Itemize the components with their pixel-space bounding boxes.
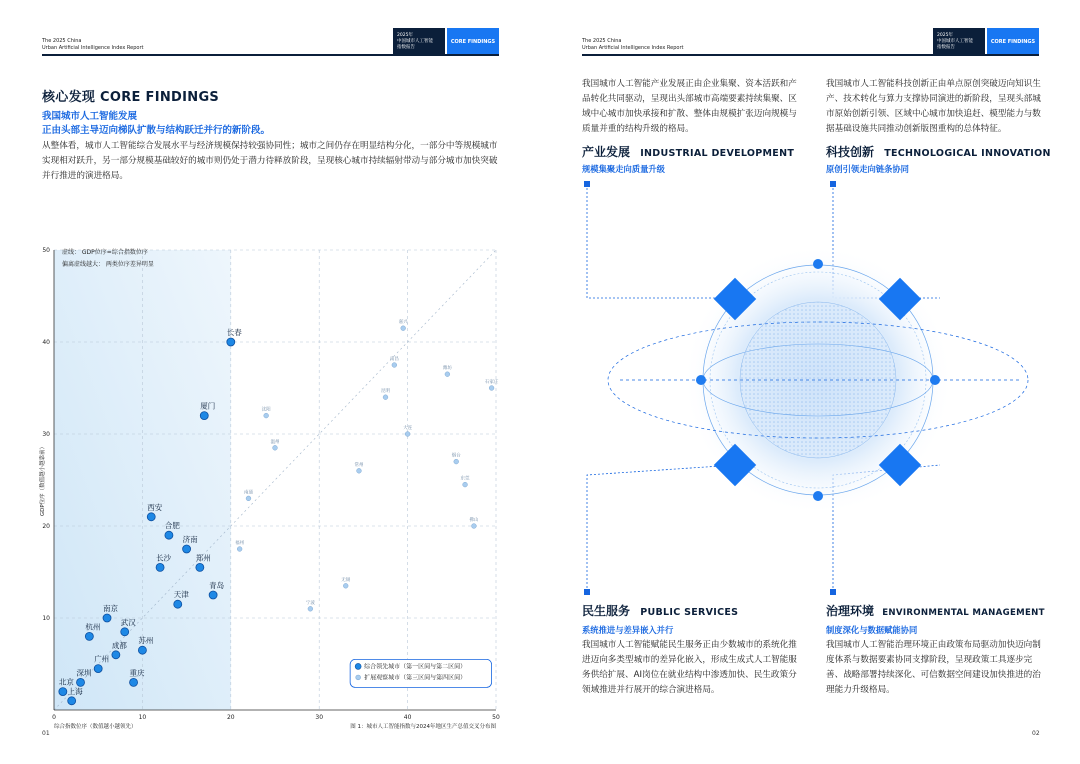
intro-paragraph: 从整体看，城市人工智能综合发展水平与经济规模保持较强协同性；城市之间仍存在明显结构分化，一部分中等规模城市实现相对跃升，另一部分规模基础较好的城市则仍处于潜力待释放阶段，呈现核心城市持续辐射带动与部分城市加快突破并行推进的演进格局。 — [42, 141, 498, 181]
page-number-right: 02 — [1032, 730, 1040, 737]
connector-end-dot — [830, 589, 836, 595]
public-title — [582, 602, 738, 619]
data-point — [94, 665, 102, 673]
data-point-label: 郑州 — [195, 553, 211, 563]
technology-intro: 我国城市人工智能科技创新正由单点原创突破迈向知识生产、技术转化与算力支撑协同演进的新阶段，呈现头部城市原始创新引领、区域中心城市加快追赶、模型能力与数据基础设施共同推动创新版图重构的总体特征。 — [826, 79, 1041, 134]
report-brand — [42, 38, 143, 52]
page-title: 核心发现 CORE FINDINGS — [42, 90, 220, 105]
public-title-cn: 民生服务 — [582, 604, 631, 618]
data-point-label: 长春 — [226, 328, 242, 337]
tag-dark-line-3-right: 指数报告 — [937, 45, 955, 50]
connector-end-dot — [584, 181, 590, 187]
data-point — [112, 651, 120, 659]
connector-end-dot — [830, 181, 836, 187]
section-tag-right: CORE FINDINGS — [987, 28, 1039, 55]
data-point-label: 上海 — [67, 686, 83, 696]
data-point-label: 无锡 — [341, 577, 351, 583]
data-point — [454, 459, 459, 464]
data-point-label: 重庆 — [129, 668, 145, 678]
data-point — [174, 600, 182, 608]
data-point — [227, 338, 235, 346]
right-page — [540, 0, 1080, 764]
data-point — [196, 563, 204, 571]
data-point — [343, 583, 348, 588]
industrial-title-cn: 产业发展 — [582, 145, 631, 159]
data-point — [85, 632, 93, 640]
data-point — [130, 678, 138, 686]
data-point — [138, 646, 146, 654]
x-tick-label: 20 — [226, 714, 235, 721]
data-point — [405, 432, 410, 437]
brand-line-1-right: The 2025 China — [582, 38, 622, 44]
data-point-label: 武汉 — [120, 617, 136, 627]
governance-title-cn: 治理环境 — [826, 604, 875, 618]
governance-title — [826, 602, 1045, 619]
data-point-label: 东莞 — [460, 476, 470, 482]
orbit-marker-right — [930, 375, 940, 385]
data-point-label: 北京 — [58, 677, 74, 687]
chart-note: 虚线： GDP位序=综合指数位序 — [62, 249, 148, 256]
public-subtitle: 系统推进与差异嵌入并行 — [582, 625, 674, 635]
chart-note: 偏离虚线越大： 两类位序差异明显 — [62, 261, 154, 268]
x-tick-label: 30 — [315, 714, 324, 721]
governance-body: 我国城市人工智能治理环境正由政策布局驱动加快迈向制度体系与数据要素协同支撑阶段，呈现政策工具逐步完善、战略部署持续深化、可信数据空间建设加快推进的治理能力升级格局。 — [826, 640, 1041, 695]
data-point — [489, 386, 494, 391]
data-point-label: 深圳 — [76, 668, 92, 678]
four-pillars-diagram — [580, 180, 1050, 600]
data-point-label: 济南 — [182, 535, 198, 544]
data-point — [273, 445, 278, 450]
governance-title-en: ENVIRONMENTAL MANAGEMENT — [882, 608, 1045, 618]
data-point-label: 潍坊 — [442, 366, 452, 372]
y-axis-label: GDP位序（数值越小越靠前） — [40, 443, 46, 517]
y-tick-label: 20 — [42, 523, 50, 530]
data-point — [147, 513, 155, 521]
data-point-label: 大连 — [403, 426, 413, 431]
data-point-label: 广州 — [94, 654, 110, 664]
chart-caption: 图 1：城市人工智能指数与2024年地区生产总值交叉分布图 — [350, 724, 496, 730]
data-point-label: 宁波 — [305, 600, 315, 606]
brand-line-2: Urban Artificial Intelligence Index Report — [42, 45, 144, 51]
legend-marker — [355, 663, 361, 669]
brand-line-1: The 2025 China — [42, 38, 82, 44]
data-point — [264, 413, 269, 418]
data-point — [445, 372, 450, 377]
data-point-label: 烟台 — [451, 453, 461, 459]
data-point — [68, 697, 76, 705]
data-point-label: 青岛 — [209, 581, 225, 590]
data-point — [472, 524, 477, 529]
orbit-marker-top — [813, 259, 823, 269]
data-point-label: 常州 — [354, 462, 364, 468]
tag-dark-line-1-right: 2025年 — [937, 33, 953, 38]
governance-subtitle: 制度深化与数据赋能协同 — [826, 625, 918, 635]
industrial-intro: 我国城市人工智能产业发展正由企业集聚、资本活跃和产品转化共同驱动，呈现出头部城市高端要素持续集聚、区域中心城市加快承接和扩散、整体由规模扩张迈向规模与质量并重的结构升级的格局。 — [582, 79, 797, 134]
data-point — [200, 412, 208, 420]
industrial-title — [582, 143, 794, 160]
data-point-label: 成都 — [111, 640, 127, 650]
data-point-label: 佛山 — [469, 518, 479, 523]
data-point — [246, 496, 251, 501]
connector-industrial — [587, 184, 735, 298]
x-tick-label: 0 — [52, 714, 56, 721]
data-point — [183, 545, 191, 553]
data-point-label: 西安 — [147, 502, 163, 512]
x-axis-label: 综合指数位序（数值越小越领先） — [54, 724, 137, 730]
tag-dark-line-2: 中国城市人工智能 — [397, 39, 433, 44]
data-point-label: 天津 — [173, 590, 189, 600]
report-brand-right — [582, 38, 683, 52]
data-point — [77, 678, 85, 686]
brand-line-2-right: Urban Artificial Intelligence Index Report — [582, 45, 684, 51]
data-point — [209, 591, 217, 599]
y-tick-label: 10 — [42, 615, 50, 622]
data-point — [383, 395, 388, 400]
x-tick-label: 10 — [138, 714, 147, 721]
subtitle-line-2: 正由头部主导迈向梯队扩散与结构跃迁并行的新阶段。 — [42, 125, 271, 136]
header-rule-right — [582, 54, 1039, 56]
data-point — [103, 614, 111, 622]
data-point-label: 福州 — [235, 541, 245, 546]
legend-label: 扩展观察城市（第三区间与第四区间） — [364, 674, 467, 682]
page-number: 01 — [42, 730, 50, 737]
public-title-en: PUBLIC SERVICES — [640, 607, 739, 618]
data-point-label: 杭州 — [85, 622, 101, 632]
subtitle-line-1: 我国城市人工智能发展 — [42, 111, 138, 122]
data-point — [308, 606, 313, 611]
data-point-label: 合肥 — [164, 521, 180, 531]
orbit-marker-bottom — [813, 491, 823, 501]
technology-title-en: TECHNOLOGICAL INNOVATION — [884, 148, 1051, 159]
header-rule — [42, 54, 499, 56]
data-point — [392, 363, 397, 368]
technology-title-cn: 科技创新 — [826, 145, 875, 159]
tag-dark-line-1: 2025年 — [397, 33, 413, 38]
y-tick-label: 40 — [42, 339, 50, 346]
data-point-label: 沈阳 — [261, 407, 271, 413]
data-point-label: 长沙 — [156, 553, 172, 563]
industrial-subtitle: 规模集聚走向质量升级 — [582, 164, 665, 174]
legend-label: 综合领先城市（第一区间与第二区间） — [364, 663, 467, 671]
y-tick-label: 50 — [42, 247, 50, 254]
x-tick-label: 50 — [492, 714, 500, 721]
connector-end-dot — [584, 589, 590, 595]
tag-dark-line-3: 指数报告 — [397, 45, 415, 50]
connector-public — [587, 465, 735, 592]
public-body: 我国城市人工智能赋能民生服务正由少数城市的系统化推进迈向多类型城市的差异化嵌入，形成生成式人工智能服务供给扩展、AI岗位在就业结构中渗透加快、民生政策分领域推进并行展开的综合演进格局。 — [582, 640, 797, 695]
data-point — [59, 688, 67, 696]
data-point-label: 苏州 — [138, 636, 154, 646]
data-point-label: 厦门 — [200, 401, 216, 411]
data-point — [156, 563, 164, 571]
industrial-title-en: INDUSTRIAL DEVELOPMENT — [640, 148, 795, 159]
data-point-label: 石家庄 — [484, 380, 499, 385]
dotted-sphere — [740, 302, 896, 458]
report-tag-dark — [393, 28, 445, 55]
x-tick-label: 40 — [403, 714, 412, 721]
legend-marker — [356, 675, 361, 680]
data-point — [165, 531, 173, 539]
data-point-label: 南通 — [243, 490, 253, 496]
scatter-chart — [30, 240, 510, 740]
data-point-label: 南昌 — [389, 357, 399, 362]
data-point — [237, 547, 242, 552]
data-point — [121, 628, 129, 636]
data-point-label: 昆明 — [381, 389, 390, 395]
data-point-label: 嘉兴 — [398, 320, 408, 326]
orbit-marker-left — [696, 375, 706, 385]
data-point — [401, 326, 406, 331]
technology-subtitle: 原创引领走向链条协同 — [826, 164, 909, 174]
data-point-label: 温州 — [270, 439, 280, 445]
report-tag-dark-right — [933, 28, 985, 55]
technology-title — [826, 143, 1051, 160]
y-tick-label: 30 — [42, 431, 50, 438]
section-tag: CORE FINDINGS — [447, 28, 499, 55]
data-point — [463, 482, 468, 487]
tag-dark-line-2-right: 中国城市人工智能 — [937, 39, 973, 44]
data-point-label: 南京 — [103, 604, 119, 613]
data-point — [357, 468, 362, 473]
